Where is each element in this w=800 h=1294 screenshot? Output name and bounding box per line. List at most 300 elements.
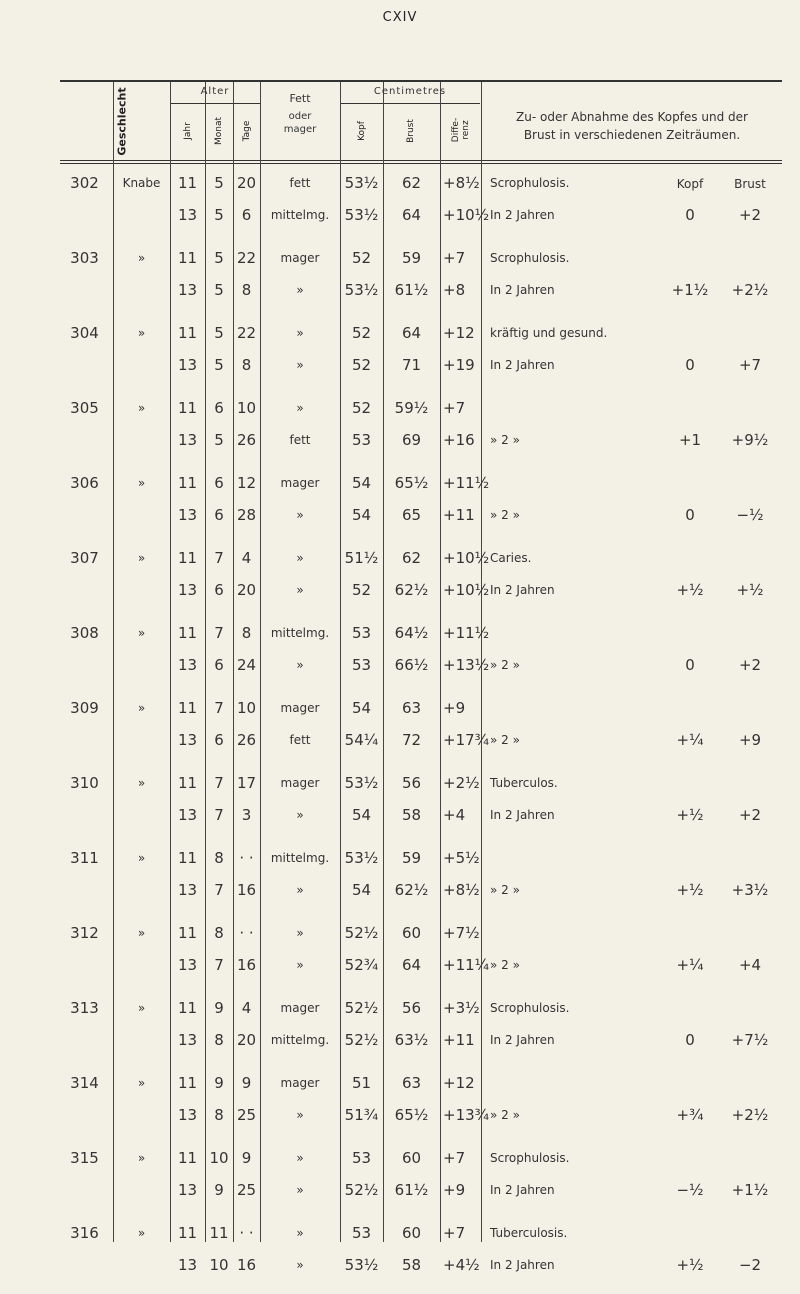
tage-cell: 20 bbox=[236, 174, 257, 192]
record-number: 313 bbox=[70, 999, 99, 1017]
note-cell: Tuberculos. bbox=[490, 776, 558, 790]
brust-cell: 64 bbox=[401, 206, 422, 224]
diff-cell: +4½ bbox=[443, 1256, 480, 1274]
fett-cell: mager bbox=[280, 476, 320, 490]
delta-kopf-cell: +1 bbox=[678, 431, 702, 449]
note-cell: In 2 Jahren bbox=[490, 1258, 555, 1272]
diff-cell: +13¾ bbox=[443, 1106, 490, 1124]
note-cell: In 2 Jahren bbox=[490, 1183, 555, 1197]
kopf-cell: 52¾ bbox=[344, 956, 379, 974]
fett-cell: » bbox=[296, 508, 304, 522]
note-cell: » 2 » bbox=[490, 1108, 520, 1122]
delta-brust-cell: +1½ bbox=[731, 1181, 769, 1199]
fett-cell: » bbox=[296, 926, 304, 940]
delta-kopf-cell: +½ bbox=[676, 581, 704, 599]
fett-cell: » bbox=[296, 1226, 304, 1240]
tage-cell: 25 bbox=[236, 1181, 257, 1199]
fett-cell: mittelmg. bbox=[270, 1033, 330, 1047]
header-alter: Alter bbox=[200, 86, 230, 97]
fett-cell: mager bbox=[280, 701, 320, 715]
tage-cell: 10 bbox=[236, 699, 257, 717]
diff-cell: +10½ bbox=[443, 581, 490, 599]
tage-cell: 26 bbox=[236, 431, 257, 449]
record-sex: » bbox=[137, 1226, 146, 1240]
delta-brust-cell: +½ bbox=[736, 581, 764, 599]
diff-cell: +7 bbox=[443, 1149, 466, 1167]
fett-cell: » bbox=[296, 1258, 304, 1272]
kopf-cell: 53 bbox=[351, 1149, 372, 1167]
jahr-cell: 11 bbox=[177, 1224, 198, 1242]
fett-cell: » bbox=[296, 551, 304, 565]
header-fett: Fett bbox=[289, 92, 311, 105]
record-number: 305 bbox=[70, 399, 99, 417]
record-number: 304 bbox=[70, 324, 99, 342]
record-sex: » bbox=[137, 551, 146, 565]
fett-cell: » bbox=[296, 401, 304, 415]
header-jahr: Jahr bbox=[183, 122, 193, 140]
tage-cell: 6 bbox=[241, 206, 252, 224]
jahr-cell: 13 bbox=[177, 656, 198, 674]
kopf-cell: 51½ bbox=[344, 549, 379, 567]
note-cell: » 2 » bbox=[490, 433, 520, 447]
jahr-cell: 13 bbox=[177, 731, 198, 749]
kopf-cell: 54 bbox=[351, 806, 372, 824]
record-sex: » bbox=[137, 401, 146, 415]
tage-cell: 28 bbox=[236, 506, 257, 524]
record-number: 315 bbox=[70, 1149, 99, 1167]
delta-brust-cell: −½ bbox=[736, 506, 764, 524]
record-sex: » bbox=[137, 851, 146, 865]
delta-brust-cell: +2 bbox=[738, 806, 762, 824]
delta-brust-cell: +2½ bbox=[731, 281, 769, 299]
kopf-cell: 53 bbox=[351, 624, 372, 642]
brust-cell: 61½ bbox=[394, 281, 429, 299]
header-zu-abnahme: Zu- oder Abnahme des Kopfes und der Brust in verschiedenen Zeiträumen. bbox=[516, 110, 748, 142]
tage-cell: 24 bbox=[236, 656, 257, 674]
jahr-cell: 11 bbox=[177, 324, 198, 342]
note-cell: In 2 Jahren bbox=[490, 208, 555, 222]
fett-cell: » bbox=[296, 883, 304, 897]
jahr-cell: 13 bbox=[177, 1181, 198, 1199]
record-number: 312 bbox=[70, 924, 99, 942]
monat-cell: 6 bbox=[214, 474, 224, 492]
brust-cell: 60 bbox=[401, 1149, 422, 1167]
kopf-cell: 52 bbox=[351, 356, 372, 374]
brust-cell: 69 bbox=[401, 431, 422, 449]
tage-cell: 12 bbox=[236, 474, 257, 492]
kopf-cell: 53½ bbox=[344, 206, 379, 224]
col-line bbox=[440, 82, 441, 1242]
jahr-cell: 11 bbox=[177, 849, 198, 867]
centimetres-subrule bbox=[340, 103, 480, 104]
tage-cell: 25 bbox=[236, 1106, 257, 1124]
jahr-cell: 13 bbox=[177, 881, 198, 899]
delta-kopf-cell: 0 bbox=[685, 656, 695, 674]
header-differenz: Diffe- renz bbox=[451, 117, 471, 143]
kopf-cell: 53½ bbox=[344, 1256, 379, 1274]
tage-cell: 3 bbox=[241, 806, 252, 824]
diff-cell: +17¾ bbox=[443, 731, 490, 749]
diff-cell: +11¼ bbox=[443, 956, 490, 974]
note-cell: Scrophulosis. bbox=[490, 1001, 570, 1015]
fett-cell: » bbox=[296, 1183, 304, 1197]
note-cell: Scrophulosis. bbox=[490, 176, 570, 190]
brust-cell: 59 bbox=[401, 249, 422, 267]
note-cell: In 2 Jahren bbox=[490, 583, 555, 597]
fett-cell: » bbox=[296, 958, 304, 972]
fett-cell: mager bbox=[280, 1076, 320, 1090]
delta-brust-cell: −2 bbox=[738, 1256, 762, 1274]
kopf-cell: 52 bbox=[351, 324, 372, 342]
delta-kopf-cell: +½ bbox=[676, 806, 704, 824]
diff-cell: +2½ bbox=[443, 774, 480, 792]
kopf-cell: 53½ bbox=[344, 281, 379, 299]
brust-cell: 62 bbox=[401, 549, 422, 567]
kopf-cell: 52½ bbox=[344, 924, 379, 942]
record-number: 302 bbox=[70, 174, 99, 192]
tage-cell: 4 bbox=[241, 999, 252, 1017]
page-number: CXIV bbox=[382, 10, 418, 25]
record-number: 303 bbox=[70, 249, 99, 267]
alter-subrule bbox=[170, 103, 260, 104]
note-cell: In 2 Jahren bbox=[490, 283, 555, 297]
jahr-cell: 13 bbox=[177, 356, 198, 374]
jahr-cell: 11 bbox=[177, 399, 198, 417]
diff-cell: +4 bbox=[443, 806, 466, 824]
delta-brust-header: Brust bbox=[734, 177, 766, 191]
monat-cell: 5 bbox=[214, 356, 224, 374]
record-sex: » bbox=[137, 1076, 146, 1090]
kopf-cell: 54 bbox=[351, 699, 372, 717]
jahr-cell: 13 bbox=[177, 1256, 198, 1274]
kopf-cell: 54¼ bbox=[344, 731, 379, 749]
brust-cell: 71 bbox=[401, 356, 422, 374]
monat-cell: 7 bbox=[214, 806, 224, 824]
tage-cell: 20 bbox=[236, 581, 257, 599]
delta-kopf-cell: 0 bbox=[685, 1031, 695, 1049]
kopf-cell: 51 bbox=[351, 1074, 372, 1092]
note-cell: Scrophulosis. bbox=[490, 1151, 570, 1165]
jahr-cell: 11 bbox=[177, 549, 198, 567]
tage-cell: 16 bbox=[236, 1256, 257, 1274]
brust-cell: 59 bbox=[401, 849, 422, 867]
kopf-cell: 54 bbox=[351, 506, 372, 524]
diff-cell: +7½ bbox=[443, 924, 480, 942]
diff-cell: +11½ bbox=[443, 474, 490, 492]
diff-cell: +9 bbox=[443, 699, 466, 717]
record-number: 310 bbox=[70, 774, 99, 792]
diff-cell: +9 bbox=[443, 1181, 466, 1199]
delta-brust-cell: +7 bbox=[738, 356, 762, 374]
header-brust: Brust bbox=[406, 119, 416, 143]
kopf-cell: 52½ bbox=[344, 1031, 379, 1049]
diff-cell: +10½ bbox=[443, 206, 490, 224]
tage-cell: 22 bbox=[236, 324, 257, 342]
record-sex: » bbox=[137, 776, 146, 790]
note-cell: » 2 » bbox=[490, 658, 520, 672]
jahr-cell: 13 bbox=[177, 581, 198, 599]
header-kopf: Kopf bbox=[357, 121, 367, 141]
delta-kopf-cell: 0 bbox=[685, 506, 695, 524]
record-number: 311 bbox=[70, 849, 99, 867]
jahr-cell: 13 bbox=[177, 956, 198, 974]
fett-cell: fett bbox=[289, 733, 311, 747]
kopf-cell: 53 bbox=[351, 431, 372, 449]
jahr-cell: 11 bbox=[177, 1149, 198, 1167]
note-cell: » 2 » bbox=[490, 958, 520, 972]
record-number: 314 bbox=[70, 1074, 99, 1092]
record-number: 316 bbox=[70, 1224, 99, 1242]
monat-cell: 6 bbox=[214, 506, 224, 524]
brust-cell: 63½ bbox=[394, 1031, 429, 1049]
monat-cell: 5 bbox=[214, 249, 224, 267]
header-centimetres: Centimetres bbox=[373, 86, 447, 97]
diff-cell: +8½ bbox=[443, 881, 480, 899]
monat-cell: 8 bbox=[214, 924, 224, 942]
fett-cell: mittelmg. bbox=[270, 851, 330, 865]
record-sex: » bbox=[137, 926, 146, 940]
diff-cell: +11½ bbox=[443, 624, 490, 642]
monat-cell: 7 bbox=[214, 549, 224, 567]
brust-cell: 72 bbox=[401, 731, 422, 749]
note-cell: Scrophulosis. bbox=[490, 251, 570, 265]
diff-cell: +13½ bbox=[443, 656, 490, 674]
note-cell: » 2 » bbox=[490, 883, 520, 897]
fett-cell: fett bbox=[289, 433, 311, 447]
delta-brust-cell: +7½ bbox=[731, 1031, 769, 1049]
fett-cell: » bbox=[296, 358, 304, 372]
monat-cell: 7 bbox=[214, 881, 224, 899]
tage-cell: 16 bbox=[236, 956, 257, 974]
header-geschlecht: Geschlecht bbox=[115, 87, 129, 156]
diff-cell: +12 bbox=[443, 324, 475, 342]
header-rule bbox=[60, 160, 782, 161]
brust-cell: 56 bbox=[401, 999, 422, 1017]
kopf-cell: 53 bbox=[351, 656, 372, 674]
note-cell: kräftig und gesund. bbox=[490, 326, 608, 340]
brust-cell: 65½ bbox=[394, 474, 429, 492]
delta-kopf-cell: +¼ bbox=[676, 731, 704, 749]
kopf-cell: 52 bbox=[351, 249, 372, 267]
fett-cell: » bbox=[296, 326, 304, 340]
jahr-cell: 11 bbox=[177, 174, 198, 192]
kopf-cell: 52 bbox=[351, 581, 372, 599]
brust-cell: 58 bbox=[401, 1256, 422, 1274]
monat-cell: 6 bbox=[214, 656, 224, 674]
diff-cell: +8½ bbox=[443, 174, 480, 192]
record-sex: » bbox=[137, 1001, 146, 1015]
note-cell: » 2 » bbox=[490, 508, 520, 522]
fett-cell: mager bbox=[280, 251, 320, 265]
jahr-cell: 13 bbox=[177, 431, 198, 449]
tage-cell: 17 bbox=[236, 774, 257, 792]
delta-kopf-cell: +¼ bbox=[676, 956, 704, 974]
note-cell: » 2 » bbox=[490, 733, 520, 747]
delta-kopf-cell: +¾ bbox=[676, 1106, 704, 1124]
record-sex: » bbox=[137, 326, 146, 340]
delta-kopf-cell: −½ bbox=[676, 1181, 704, 1199]
delta-kopf-header: Kopf bbox=[676, 177, 704, 191]
brust-cell: 64½ bbox=[394, 624, 429, 642]
jahr-cell: 13 bbox=[177, 506, 198, 524]
jahr-cell: 13 bbox=[177, 206, 198, 224]
delta-kopf-cell: 0 bbox=[685, 206, 695, 224]
brust-cell: 63 bbox=[401, 699, 422, 717]
diff-cell: +3½ bbox=[443, 999, 480, 1017]
tage-cell: · · bbox=[239, 924, 254, 942]
fett-cell: mager bbox=[280, 776, 320, 790]
delta-kopf-cell: +1½ bbox=[671, 281, 709, 299]
monat-cell: 10 bbox=[209, 1256, 229, 1274]
monat-cell: 7 bbox=[214, 774, 224, 792]
brust-cell: 64 bbox=[401, 324, 422, 342]
brust-cell: 56 bbox=[401, 774, 422, 792]
brust-cell: 59½ bbox=[394, 399, 429, 417]
jahr-cell: 13 bbox=[177, 281, 198, 299]
note-cell: In 2 Jahren bbox=[490, 1033, 555, 1047]
monat-cell: 9 bbox=[214, 1181, 224, 1199]
jahr-cell: 13 bbox=[177, 806, 198, 824]
jahr-cell: 11 bbox=[177, 624, 198, 642]
fett-cell: » bbox=[296, 283, 304, 297]
delta-kopf-cell: +½ bbox=[676, 1256, 704, 1274]
fett-cell: fett bbox=[289, 176, 311, 190]
top-rule bbox=[60, 80, 782, 82]
brust-cell: 62½ bbox=[394, 881, 429, 899]
fett-cell: » bbox=[296, 808, 304, 822]
fett-cell: » bbox=[296, 1151, 304, 1165]
diff-cell: +8 bbox=[443, 281, 466, 299]
tage-cell: 20 bbox=[236, 1031, 257, 1049]
monat-cell: 5 bbox=[214, 431, 224, 449]
tage-cell: 26 bbox=[236, 731, 257, 749]
kopf-cell: 51¾ bbox=[344, 1106, 379, 1124]
jahr-cell: 11 bbox=[177, 924, 198, 942]
delta-brust-cell: +2 bbox=[738, 206, 762, 224]
tage-cell: 8 bbox=[241, 281, 252, 299]
delta-brust-cell: +9½ bbox=[731, 431, 769, 449]
record-sex: » bbox=[137, 701, 146, 715]
diff-cell: +10½ bbox=[443, 549, 490, 567]
monat-cell: 5 bbox=[214, 324, 224, 342]
jahr-cell: 13 bbox=[177, 1031, 198, 1049]
record-sex: » bbox=[137, 251, 146, 265]
monat-cell: 9 bbox=[214, 1074, 224, 1092]
monat-cell: 11 bbox=[209, 1224, 229, 1242]
header-tage: Tage bbox=[242, 120, 252, 142]
fett-cell: » bbox=[296, 1108, 304, 1122]
jahr-cell: 11 bbox=[177, 774, 198, 792]
header-rule-double bbox=[60, 163, 782, 164]
brust-cell: 58 bbox=[401, 806, 422, 824]
tage-cell: 10 bbox=[236, 399, 257, 417]
diff-cell: +7 bbox=[443, 249, 466, 267]
kopf-cell: 52½ bbox=[344, 999, 379, 1017]
diff-cell: +12 bbox=[443, 1074, 475, 1092]
diff-cell: +19 bbox=[443, 356, 475, 374]
jahr-cell: 13 bbox=[177, 1106, 198, 1124]
brust-cell: 62 bbox=[401, 174, 422, 192]
brust-cell: 60 bbox=[401, 924, 422, 942]
tage-cell: 8 bbox=[241, 624, 252, 642]
tage-cell: 8 bbox=[241, 356, 252, 374]
monat-cell: 5 bbox=[214, 281, 224, 299]
kopf-cell: 52 bbox=[351, 399, 372, 417]
delta-brust-cell: +4 bbox=[738, 956, 762, 974]
note-cell: In 2 Jahren bbox=[490, 808, 555, 822]
tage-cell: · · bbox=[239, 1224, 254, 1242]
delta-brust-cell: +3½ bbox=[731, 881, 769, 899]
record-sex: » bbox=[137, 1151, 146, 1165]
kopf-cell: 53½ bbox=[344, 774, 379, 792]
record-number: 309 bbox=[70, 699, 99, 717]
tage-cell: 9 bbox=[241, 1074, 252, 1092]
monat-cell: 8 bbox=[214, 849, 224, 867]
diff-cell: +11 bbox=[443, 1031, 475, 1049]
monat-cell: 5 bbox=[214, 206, 224, 224]
fett-cell: mittelmg. bbox=[270, 208, 330, 222]
kopf-cell: 53 bbox=[351, 1224, 372, 1242]
record-number: 308 bbox=[70, 624, 99, 642]
record-number: 307 bbox=[70, 549, 99, 567]
diff-cell: +16 bbox=[443, 431, 475, 449]
brust-cell: 65 bbox=[401, 506, 422, 524]
brust-cell: 65½ bbox=[394, 1106, 429, 1124]
monat-cell: 8 bbox=[214, 1106, 224, 1124]
diff-cell: +7 bbox=[443, 1224, 466, 1242]
record-sex: » bbox=[137, 476, 146, 490]
fett-cell: mittelmg. bbox=[270, 626, 330, 640]
monat-cell: 10 bbox=[209, 1149, 229, 1167]
record-sex: » bbox=[137, 626, 146, 640]
tage-cell: 9 bbox=[241, 1149, 252, 1167]
brust-cell: 64 bbox=[401, 956, 422, 974]
brust-cell: 60 bbox=[401, 1224, 422, 1242]
kopf-cell: 54 bbox=[351, 881, 372, 899]
fett-cell: mager bbox=[280, 1001, 320, 1015]
delta-brust-cell: +2 bbox=[738, 656, 762, 674]
note-cell: Tuberculosis. bbox=[490, 1226, 568, 1240]
delta-kopf-cell: +½ bbox=[676, 881, 704, 899]
diff-cell: +11 bbox=[443, 506, 475, 524]
tage-cell: 4 bbox=[241, 549, 252, 567]
jahr-cell: 11 bbox=[177, 249, 198, 267]
header-fett-sub: oder mager bbox=[283, 111, 317, 135]
kopf-cell: 54 bbox=[351, 474, 372, 492]
brust-cell: 61½ bbox=[394, 1181, 429, 1199]
note-cell: Caries. bbox=[490, 551, 532, 565]
tage-cell: 22 bbox=[236, 249, 257, 267]
record-sex: Knabe bbox=[122, 176, 161, 190]
monat-cell: 7 bbox=[214, 956, 224, 974]
kopf-cell: 53½ bbox=[344, 849, 379, 867]
delta-brust-cell: +9 bbox=[738, 731, 762, 749]
delta-kopf-cell: 0 bbox=[685, 356, 695, 374]
jahr-cell: 11 bbox=[177, 1074, 198, 1092]
tage-cell: · · bbox=[239, 849, 254, 867]
diff-cell: +5½ bbox=[443, 849, 480, 867]
monat-cell: 5 bbox=[214, 174, 224, 192]
brust-cell: 63 bbox=[401, 1074, 422, 1092]
monat-cell: 7 bbox=[214, 699, 224, 717]
record-number: 306 bbox=[70, 474, 99, 492]
brust-cell: 62½ bbox=[394, 581, 429, 599]
monat-cell: 6 bbox=[214, 581, 224, 599]
monat-cell: 7 bbox=[214, 624, 224, 642]
monat-cell: 6 bbox=[214, 731, 224, 749]
fett-cell: » bbox=[296, 658, 304, 672]
brust-cell: 66½ bbox=[394, 656, 429, 674]
